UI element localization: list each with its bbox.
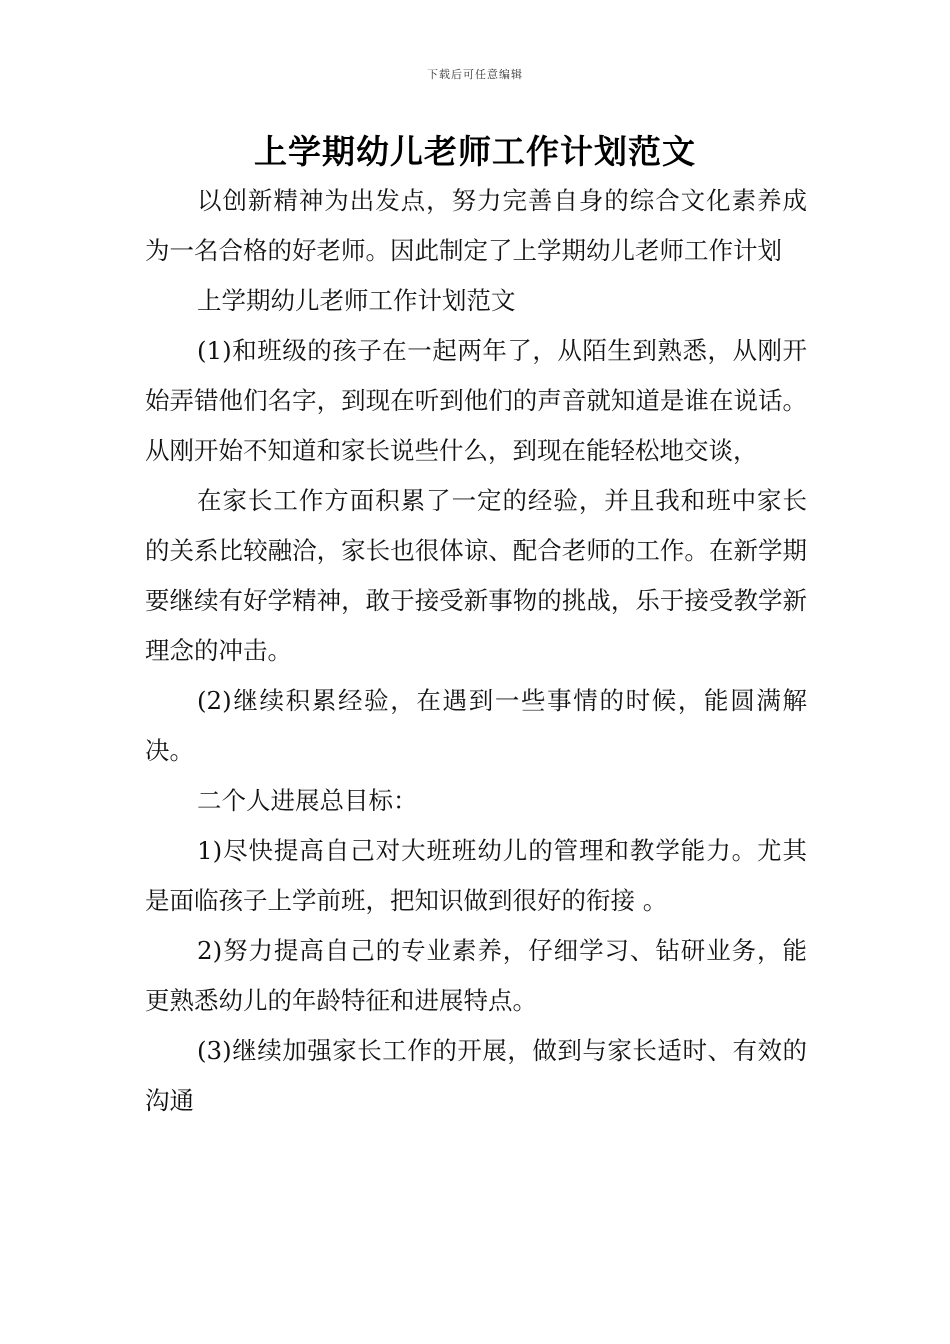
- paragraph-subtitle: 上学期幼儿老师工作计划范文: [197, 286, 516, 315]
- paragraph-goals-heading: 二个人进展总目标：: [197, 786, 418, 815]
- paragraph-goal-1: 1)尽快提高自己对大班班幼儿的管理和教学能力。尤其是面临孩子上学前班，把知识做到很好的衔接 。: [145, 836, 807, 915]
- paragraph-goal-3: (3)继续加强家长工作的开展，做到与家长适时、有效的沟通: [145, 1036, 807, 1115]
- header-note: 下载后可任意编辑: [427, 68, 523, 81]
- paragraph-goal-2: 2)努力提高自己的专业素养，仔细学习、钻研业务，能更熟悉幼儿的年龄特征和进展特点。: [145, 936, 807, 1015]
- document-title: 上学期幼儿老师工作计划范文: [254, 132, 696, 171]
- document-body: [145, 176, 807, 1126]
- paragraph-item-1: (1)和班级的孩子在一起两年了，从陌生到熟悉，从刚开始弄错他们名字，到现在听到他们的声音就知道是谁在说话。从刚开始不知道和家长说些什么，到现在能轻松地交谈，: [145, 336, 807, 465]
- paragraph-intro: 以创新精神为出发点，努力完善自身的综合文化素养成为一名合格的好老师。因此制定了上学期幼儿老师工作计划: [145, 186, 807, 265]
- paragraph-item-2: (2)继续积累经验，在遇到一些事情的时候，能圆满解决。: [145, 686, 807, 765]
- paragraph-parent-work: 在家长工作方面积累了一定的经验，并且我和班中家长的关系比较融洽，家长也很体谅、配合老师的工作。在新学期要继续有好学精神，敢于接受新事物的挑战，乐于接受教学新理念的冲击。: [145, 486, 807, 665]
